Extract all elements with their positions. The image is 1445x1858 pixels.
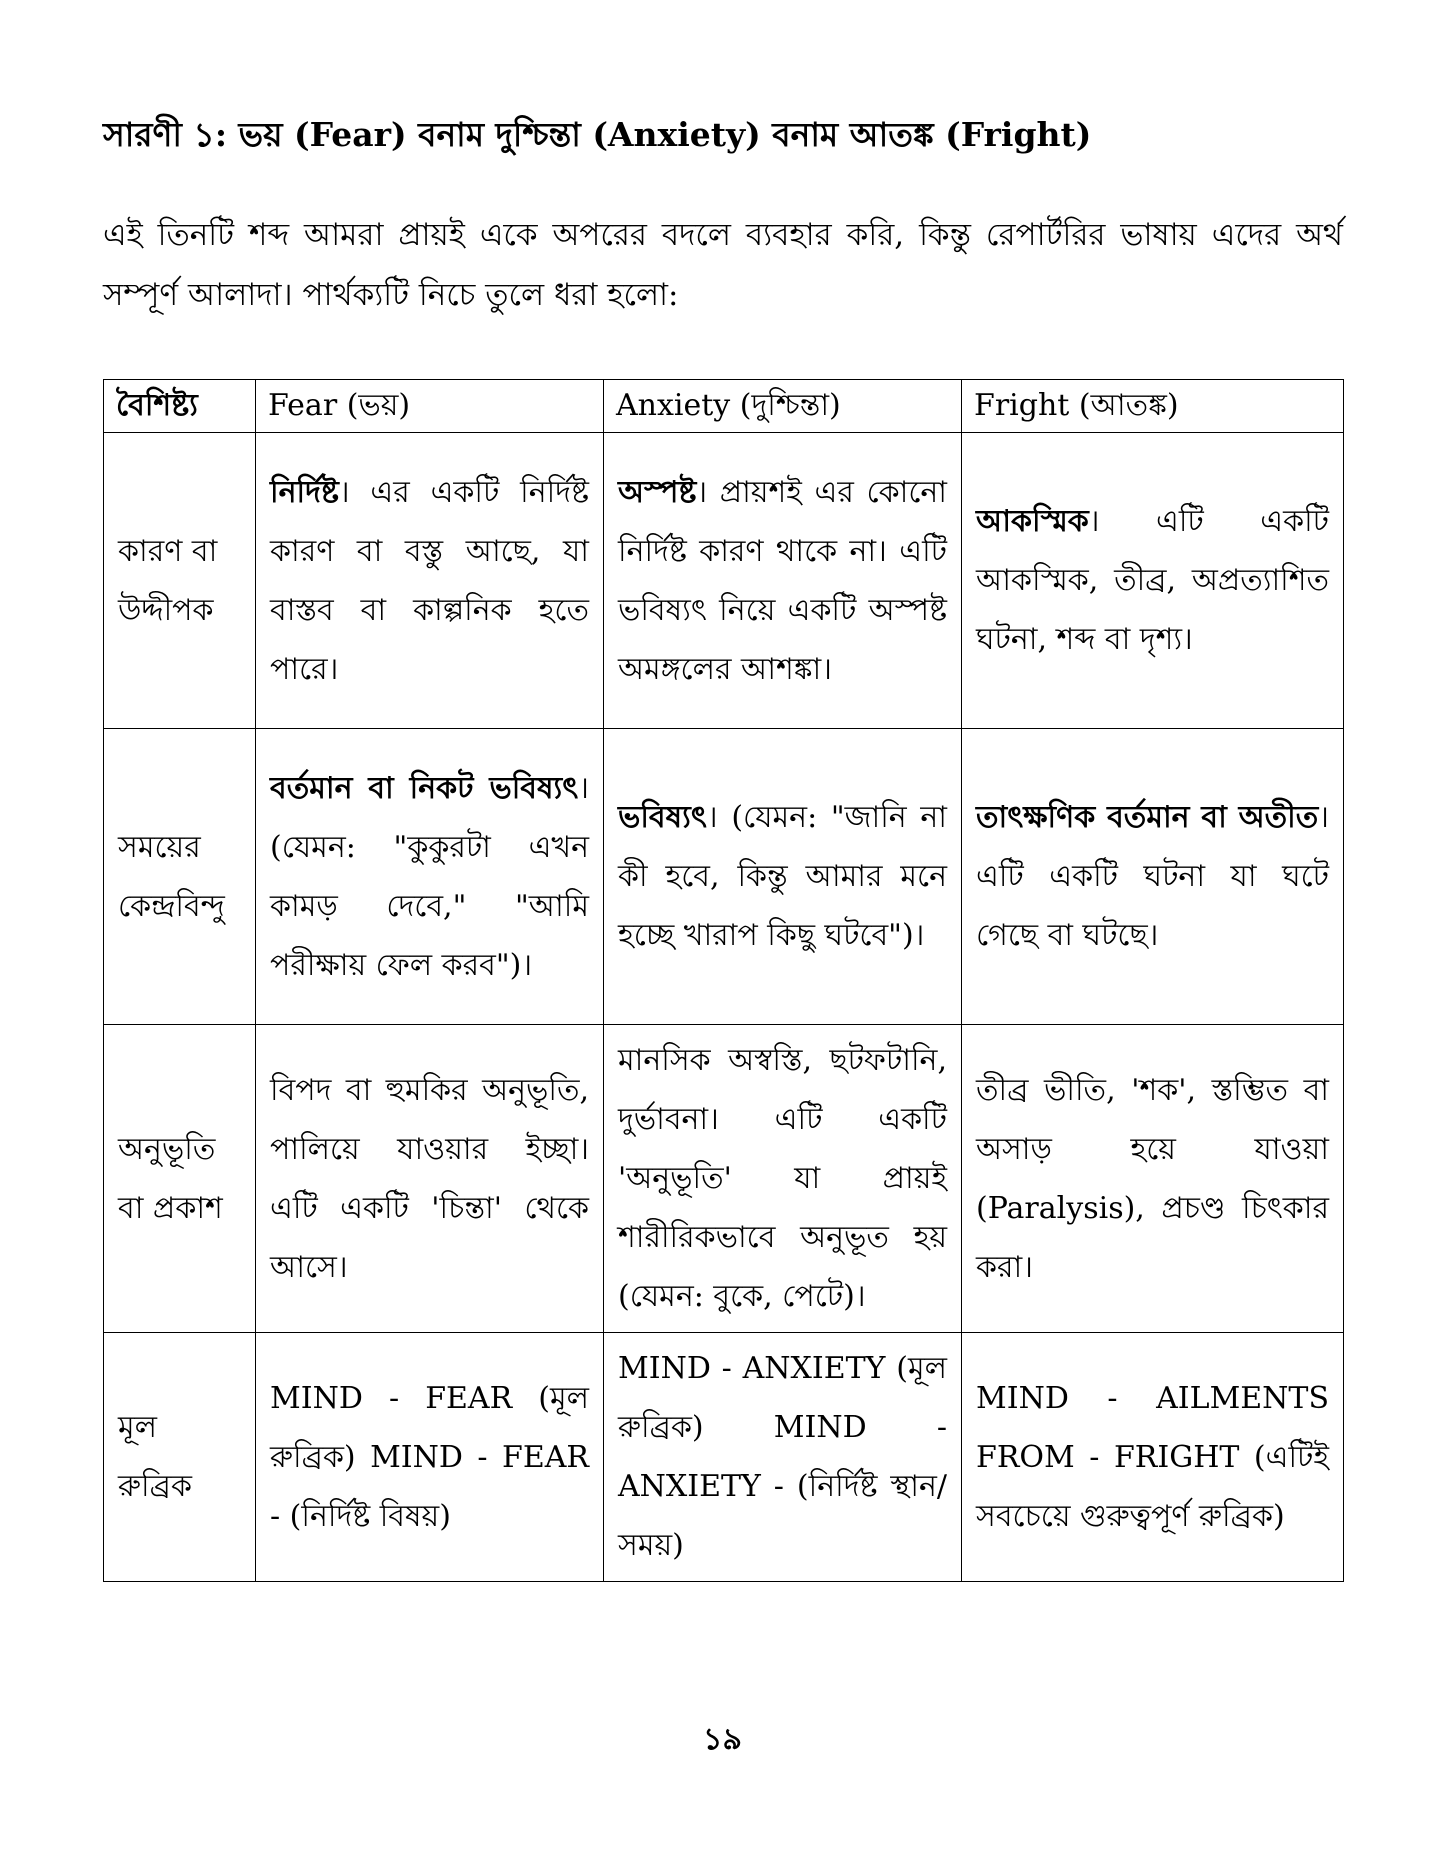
attribute-line: কেন্দ্রবিন্দু <box>118 888 225 924</box>
comparison-table <box>103 379 1344 1582</box>
table-row <box>104 433 1344 729</box>
fright-cell: MIND - AILMENTS FROM - FRIGHT (এটিই সবচেয়ে গুরুত্বপূর্ণ রুব্রিক) <box>962 1333 1344 1582</box>
fright-description: । এটি একটি ঘটনা যা ঘটে গেছে বা ঘটছে। <box>976 800 1329 953</box>
fear-cell: বিপদ বা হুমকির অনুভূতি, পালিয়ে যাওয়ার ইচ্ছা। এটি একটি 'চিন্তা' থেকে আসে। <box>256 1025 604 1333</box>
anxiety-cell <box>604 433 962 729</box>
fright-cell <box>962 729 1344 1025</box>
header-row <box>104 380 1344 433</box>
anxiety-key-term: ভবিষ্যৎ <box>618 800 707 835</box>
fear-cell <box>256 729 604 1025</box>
anxiety-cell <box>604 729 962 1025</box>
fear-description: । (যেমন: "কুকুরটা এখন কামড় দেবে," "আমি পরীক্ষায় ফেল করব")। <box>270 770 589 983</box>
table-row <box>104 1025 1344 1333</box>
header-anxiety: Anxiety (দুশ্চিন্তা) <box>604 380 962 433</box>
fear-description: । এর একটি নির্দিষ্ট কারণ বা বস্তু আছে, যা বাস্তব বা কাল্পনিক হতে পারে। <box>270 474 589 687</box>
attribute-line: মূল <box>118 1410 158 1445</box>
table-row <box>104 729 1344 1025</box>
fright-cell <box>962 433 1344 729</box>
page-number: ১৯ <box>703 1722 742 1757</box>
anxiety-description: । (যেমন: "জানি না কী হবে, কিন্তু আমার মনে হচ্ছে খারাপ কিছু ঘটবে")। <box>618 800 947 953</box>
attribute-line: রুব্রিক <box>118 1469 192 1504</box>
anxiety-description: । প্রায়শই এর কোনো নির্দিষ্ট কারণ থাকে না। এটি ভবিষ্যৎ নিয়ে একটি অস্পষ্ট অমঙ্গলের আশঙ্কা। <box>618 474 947 687</box>
header-attribute: বৈশিষ্ট্য <box>104 380 256 433</box>
fright-key-term: আকস্মিক <box>976 504 1089 539</box>
fear-cell: MIND - FEAR (মূল রুব্রিক) MIND - FEAR - (নির্দিষ্ট বিষয়) <box>256 1333 604 1582</box>
attribute-line: উদ্দীপক <box>118 592 214 628</box>
table-row <box>104 1333 1344 1582</box>
anxiety-key-term: অস্পষ্ট <box>618 474 697 510</box>
attribute-line: কারণ বা <box>118 533 218 569</box>
row-attribute <box>104 1025 256 1333</box>
fright-description: । এটি একটি আকস্মিক, তীব্র, অপ্রত্যাশিত ঘটনা, শব্দ বা দৃশ্য। <box>976 504 1329 657</box>
table-heading: সারণী ১: ভয় (Fear) বনাম দুশ্চিন্তা (Anxiety) বনাম আতঙ্ক (Fright) <box>103 115 1092 154</box>
fright-key-term: তাৎক্ষণিক বর্তমান বা অতীত <box>976 800 1319 835</box>
fear-key-term: নির্দিষ্ট <box>270 474 339 510</box>
row-attribute <box>104 433 256 729</box>
header-fright: Fright (আতঙ্ক) <box>962 380 1344 433</box>
anxiety-cell: MIND - ANXIETY (মূল রুব্রিক) MIND - ANXIETY - (নির্দিষ্ট স্থান/সময়) <box>604 1333 962 1582</box>
fear-cell <box>256 433 604 729</box>
row-attribute <box>104 1333 256 1582</box>
fear-key-term: বর্তমান বা নিকট ভবিষ্যৎ <box>270 770 579 806</box>
header-fear: Fear (ভয়) <box>256 380 604 433</box>
attribute-line: সময়ের <box>118 829 201 865</box>
attribute-line: বা প্রকাশ <box>118 1190 223 1226</box>
anxiety-cell: মানসিক অস্বস্তি, ছটফটানি, দুর্ভাবনা। এটি একটি 'অনুভূতি' যা প্রায়ই শারীরিকভাবে অনুভূত হয় (যেমন: বুকে, পেটে)। <box>604 1025 962 1333</box>
intro-paragraph: এই তিনটি শব্দ আমরা প্রায়ই একে অপরের বদলে ব্যবহার করি, কিন্তু রেপার্টরির ভাষায় এদের অর্থ সম্পূর্ণ আলাদা। পার্থক্যটি নিচে তুলে ধরা হলো: <box>103 217 1343 313</box>
fright-cell: তীব্র ভীতি, 'শক', স্তম্ভিত বা অসাড় হয়ে যাওয়া (Paralysis), প্রচণ্ড চিৎকার করা। <box>962 1025 1344 1333</box>
attribute-line: অনুভূতি <box>118 1131 216 1167</box>
row-attribute <box>104 729 256 1025</box>
